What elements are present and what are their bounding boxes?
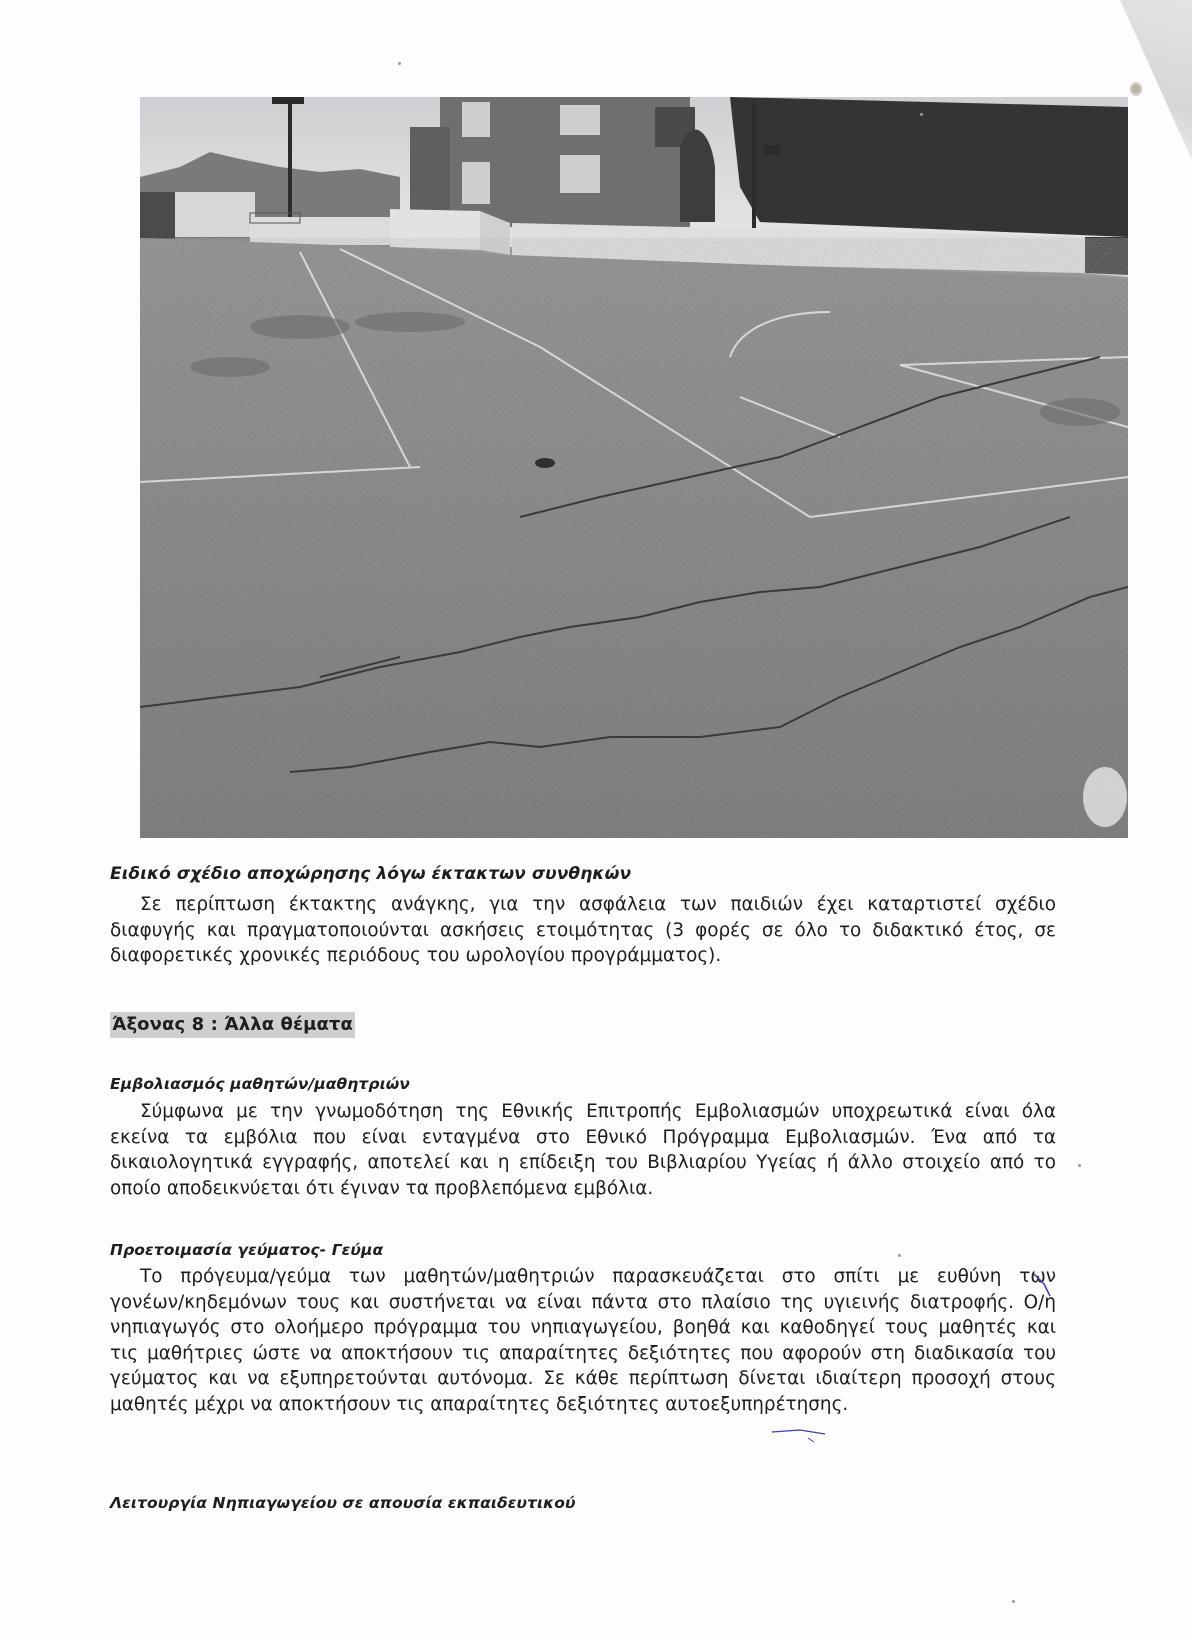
- scan-speck: [1078, 1164, 1081, 1167]
- pen-mark: [1030, 1272, 1060, 1302]
- light-pole: [752, 103, 756, 228]
- staple-mark: [1130, 82, 1142, 96]
- wall: [250, 217, 390, 245]
- evacuation-section: [110, 864, 1056, 884]
- wall-dark: [1085, 237, 1128, 275]
- wall-dark: [140, 192, 175, 242]
- paragraph-line: νηπιαγωγός στο ολοήμερο πρόγραμμα του νηπιαγωγείου, βοηθά και καθοδηγεί τους μαθητές και: [110, 1317, 1056, 1338]
- paragraph-line: διαφυγής και πραγματοποιούνται ασκήσεις ετοιμότητας (3 φορές σε όλο το διδακτικό έτος, σε: [110, 919, 1056, 941]
- axis8-section: [110, 1012, 1056, 1038]
- vaccination-heading: Εμβολιασμός μαθητών/μαθητριών: [110, 1075, 410, 1093]
- photo-illustration: [140, 97, 1128, 838]
- paragraph-line: Σε περίπτωση έκτακτης ανάγκης, για την ασφάλεια των παιδιών έχει καταρτιστεί σχέδιο: [140, 894, 1056, 915]
- trees: [730, 97, 1128, 237]
- absence-heading: Λειτουργία Νηπιαγωγείου σε απουσία εκπαιδευτικού: [110, 1494, 576, 1512]
- floodlight: [764, 145, 780, 155]
- evacuation-paragraph: [110, 892, 1056, 969]
- paragraph-line: τις μαθήτριες ώστε να αποκτήσουν τις απαραίτητες δεξιότητες που αφορούν στη διαδικασία του: [110, 1342, 1056, 1364]
- section-title: Άξονας 8 : Άλλα θέματα: [110, 1012, 355, 1038]
- scan-speck: [898, 1254, 901, 1257]
- vaccination-paragraph: [110, 1099, 1056, 1201]
- meal-heading: Προετοιμασία γεύματος- Γεύμα: [110, 1241, 384, 1259]
- paragraph-line: οποίο αποδεικνύεται ότι έγιναν τα προβλεπόμενα εμβόλια.: [110, 1177, 654, 1199]
- evacuation-heading: Ειδικό σχέδιο αποχώρησης λόγω έκτακτων συνθηκών: [110, 864, 632, 884]
- house: [410, 97, 695, 227]
- school-yard-photo: [140, 97, 1128, 838]
- scan-speck: [920, 113, 923, 116]
- paragraph-line: εκείνα τα εμβόλια που είναι ενταγμένα στο Εθνικό Πρόγραμμα Εμβολιασμών. Ένα από τα: [110, 1126, 1056, 1148]
- wall: [390, 209, 480, 250]
- drain: [535, 458, 555, 468]
- meal-paragraph: [110, 1264, 1056, 1417]
- paint-smudge: [1083, 767, 1127, 827]
- paragraph-line: διαφορετικές χρονικές περιόδους του ωρολογίου προγράμματος).: [110, 945, 722, 966]
- paragraph-line: γονέων/κηδεμόνων τους και συστήνεται να είναι πάντα στο πλαίσιο της υγιεινής διατροφής. Ο/η: [110, 1291, 1056, 1313]
- absence-section: [110, 1494, 1056, 1512]
- paragraph-line: Σύμφωνα με την γνωμοδότηση της Εθνικής Επιτροπής Εμβολιασμών υποχρεωτικά είναι όλα: [140, 1101, 1056, 1122]
- pen-mark: [770, 1426, 830, 1446]
- paragraph-line: γεύματος και να εξυπηρετούνται αυτόνομα. Σε κάθε περίπτωση δίνεται ιδιαίτερη προσοχή στους: [110, 1368, 1056, 1389]
- paragraph-line: μαθητές μέχρι να αποκτήσουν τις απαραίτητες δεξιότητες αυτοεξυπηρέτησης.: [110, 1393, 849, 1415]
- floodlight: [272, 97, 304, 104]
- paragraph-line: Το πρόγευμα/γεύμα των μαθητών/μαθητριών παρασκευάζεται στο σπίτι με ευθύνη των: [140, 1266, 1056, 1287]
- wall: [175, 192, 255, 237]
- meal-section: [110, 1241, 1056, 1259]
- scan-speck: [1012, 1600, 1015, 1603]
- vaccination-section: [110, 1075, 1056, 1093]
- scan-speck: [398, 62, 401, 65]
- paragraph-line: δικαιολογητικά εγγραφής, αποτελεί και η επίδειξη του Βιβλιαρίου Υγείας ή άλλο στοιχείο από το: [110, 1152, 1056, 1173]
